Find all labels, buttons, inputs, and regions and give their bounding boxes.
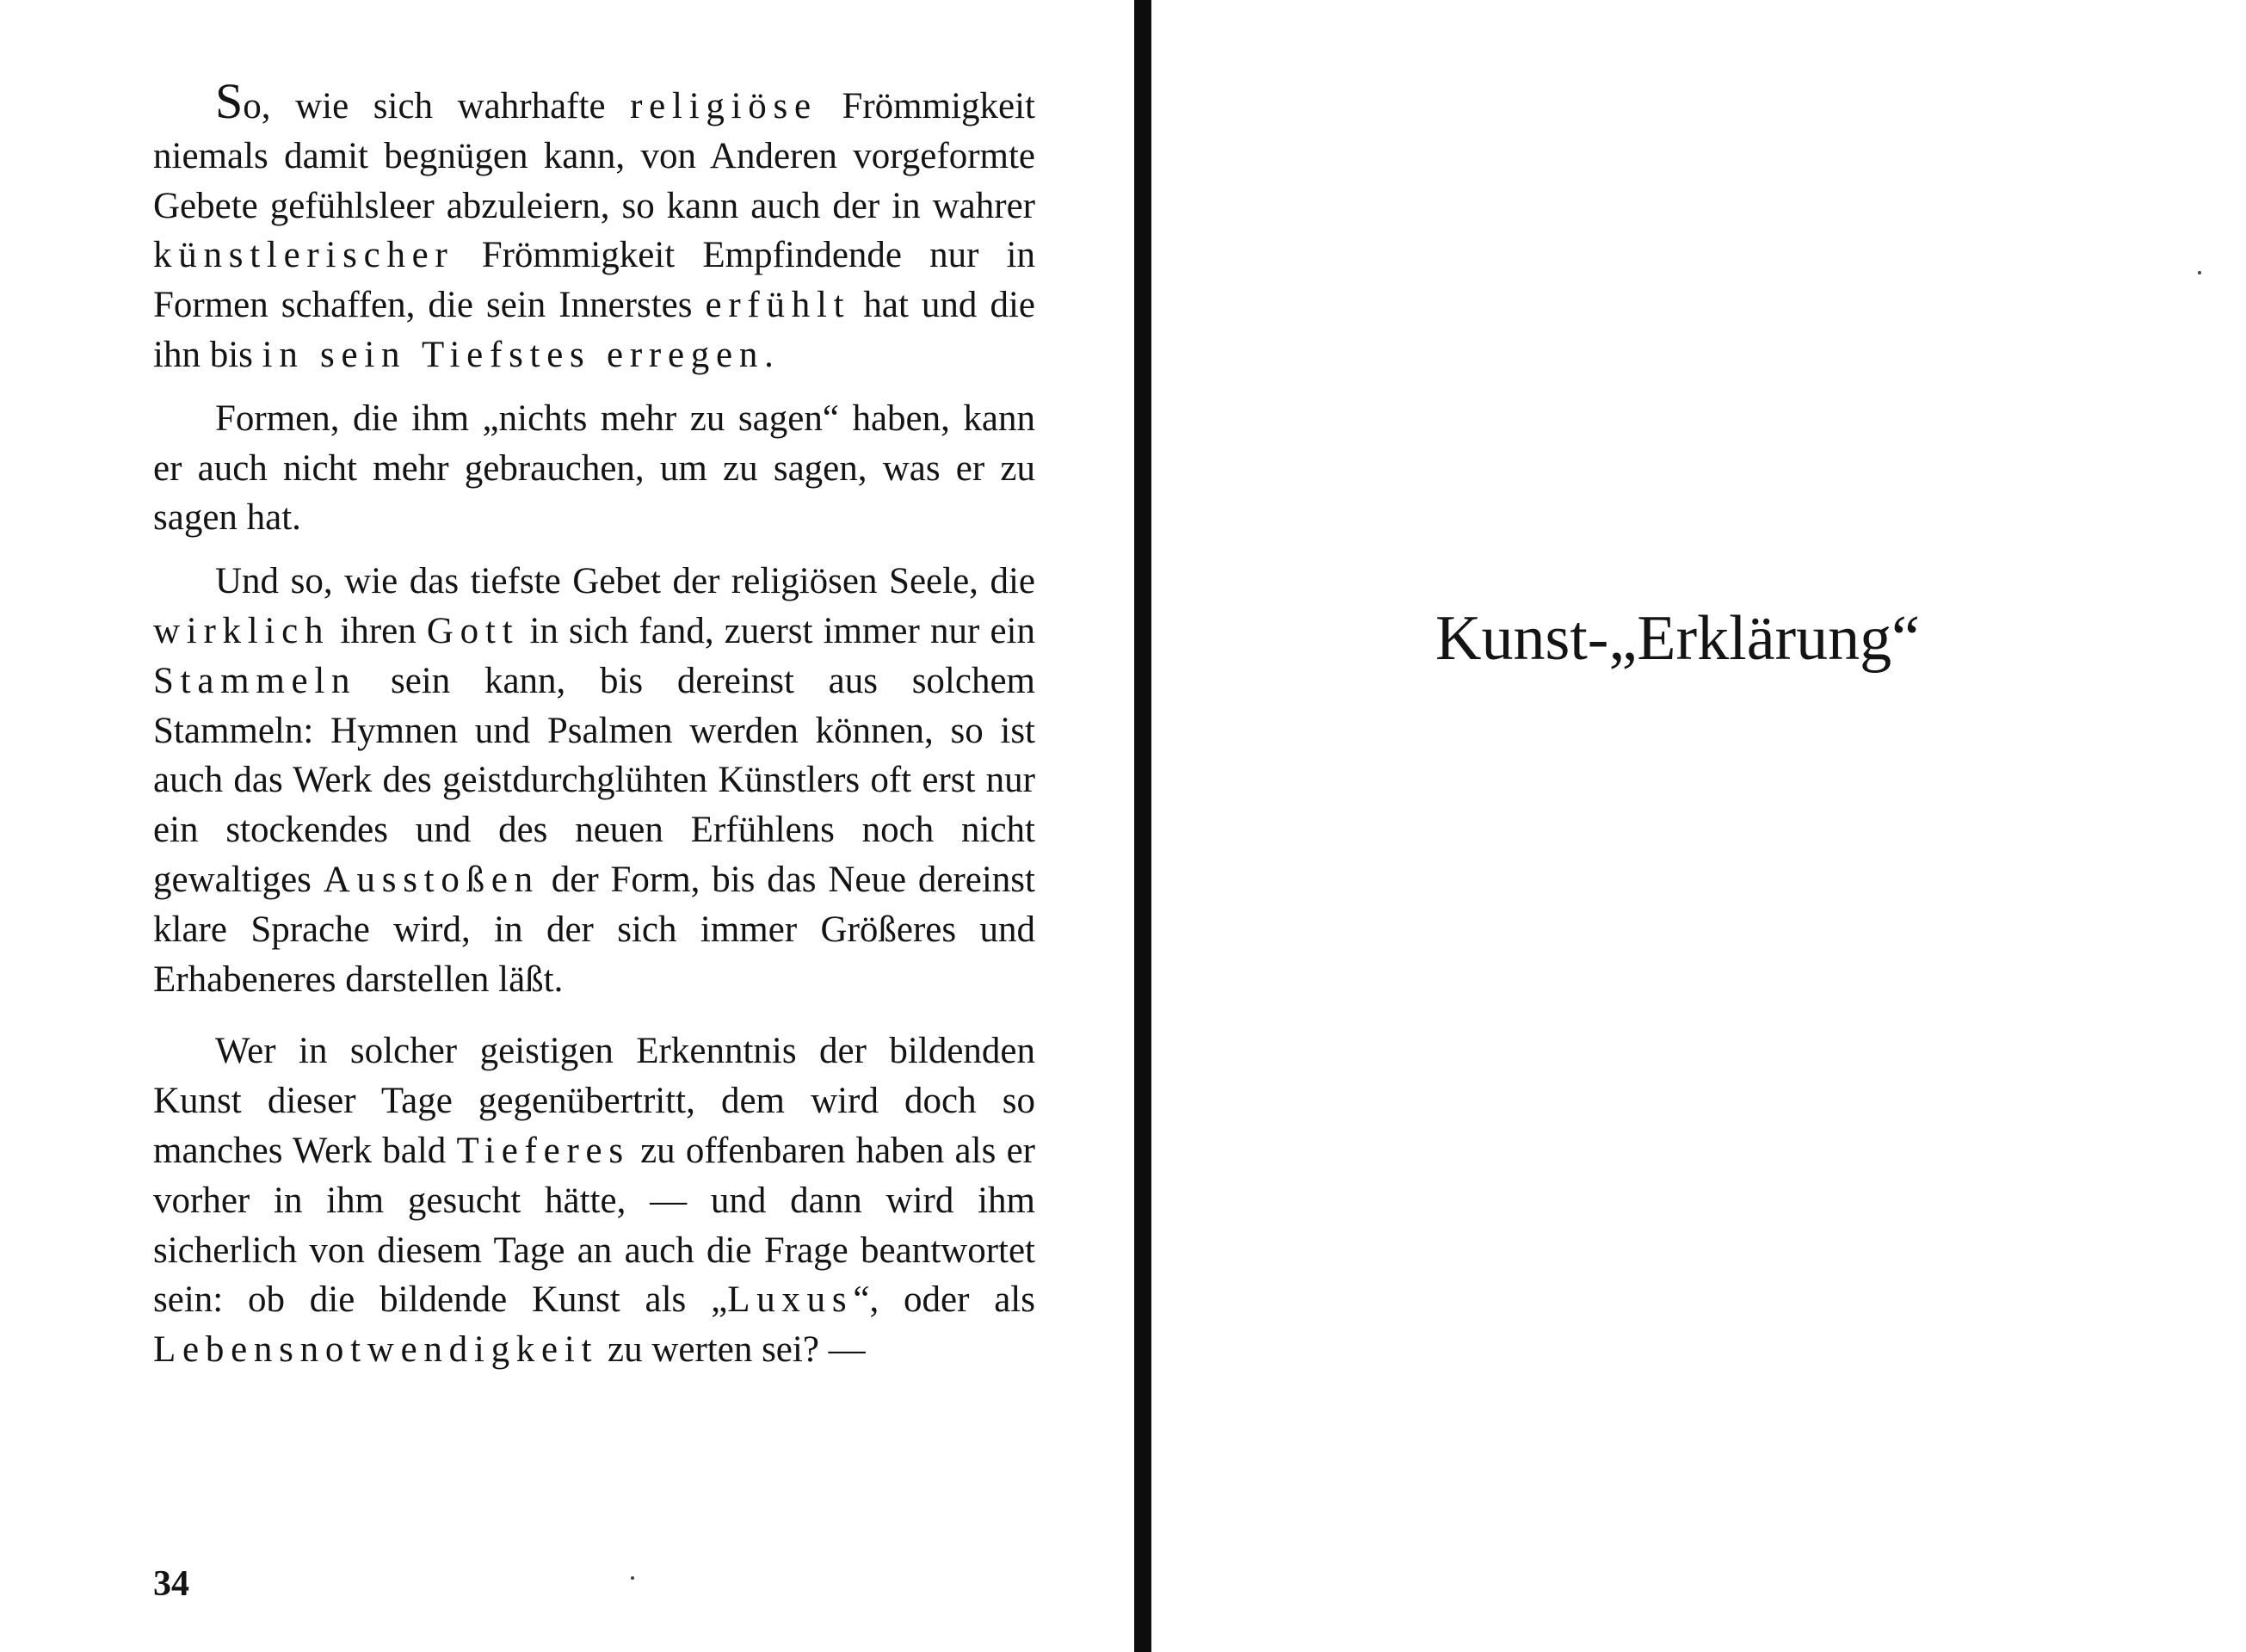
emphasized-text: Stammeln [153,660,357,701]
paper-speck [2198,271,2201,274]
paragraph [153,1026,1035,1375]
emphasized-text: in sein Tiefstes erregen. [262,334,781,375]
emphasized-text: Ausstoßen [323,859,540,900]
paragraph [153,394,1035,543]
emphasized-text: Tieferes [456,1130,630,1171]
section-title: Kunst-„Erklärung“ [1435,603,1921,674]
text-run: in sich fand, zuerst immer nur ein [519,610,1035,651]
emphasized-text: religiöse [630,86,818,126]
emphasized-text: Gott [426,610,520,651]
text-run: Wer in solcher geistigen Erkenntnis der bildenden Kunst dieser Tage gegenübertritt, dem wird doch so manches Werk bald [153,1031,1035,1171]
right-page [1151,0,2246,1652]
emphasized-text: künstlerischer [153,235,454,276]
emphasized-text: Lebensnotwendigkeit [153,1329,599,1371]
text-run: ihren [330,610,427,651]
text-run: der Form, bis das Neue dereinst klare Sprache wird, in der sich immer Größeres und Erhabeneres darstellen läßt. [153,859,1035,1000]
text-run: Frömmigkeit niemals damit begnügen kann, von Anderen vorgeformte Gebete gefühlsleer abzuleiern, so kann auch der in wahrer [153,86,1036,226]
text-run: “, oder als [853,1279,1035,1321]
gutter-shadow [1134,0,1151,1652]
initial-letter: S [215,73,244,129]
text-run: o, wie sich wahrhafte [243,86,631,126]
text-run: Und so, wie das tiefste Gebet der religiösen Seele, die [215,561,1035,602]
emphasized-text: wirklich [153,610,330,651]
text-run: hat und die ihn bis [153,285,1035,375]
text-run: Formen, die ihm „nichts mehr zu sagen“ haben, kann er auch nicht mehr gebrauchen, um zu sagen, was er zu sagen hat. [153,398,1035,539]
text-run: Frömmigkeit Empfindende nur in Formen schaffen, die sein Innerstes [153,235,1035,326]
paper-speck [631,1576,634,1580]
paragraph [153,73,1036,380]
text-run: zu werten sei? — [598,1329,866,1371]
body-text [153,73,1036,1375]
emphasized-text: erfühlt [705,285,851,326]
page-number: 34 [153,1564,189,1604]
text-run: zu offenbaren haben als er vorher in ihm gesucht hätte, — und dann wird ihm sicherlich von diesem Tage an auch die Frage beantwortet sein: ob die bildende Kunst als „ [153,1130,1035,1321]
paragraph [153,557,1035,1004]
text-run: sein kann, bis dereinst aus solchem Stammeln: Hymnen und Psalmen werden können, so ist auch das Werk des geistdurchglühten Künstlers oft erst nur ein stockendes und des neuen Erfühlens noch nicht gewaltiges [153,660,1035,900]
emphasized-text: Luxus [727,1279,854,1321]
